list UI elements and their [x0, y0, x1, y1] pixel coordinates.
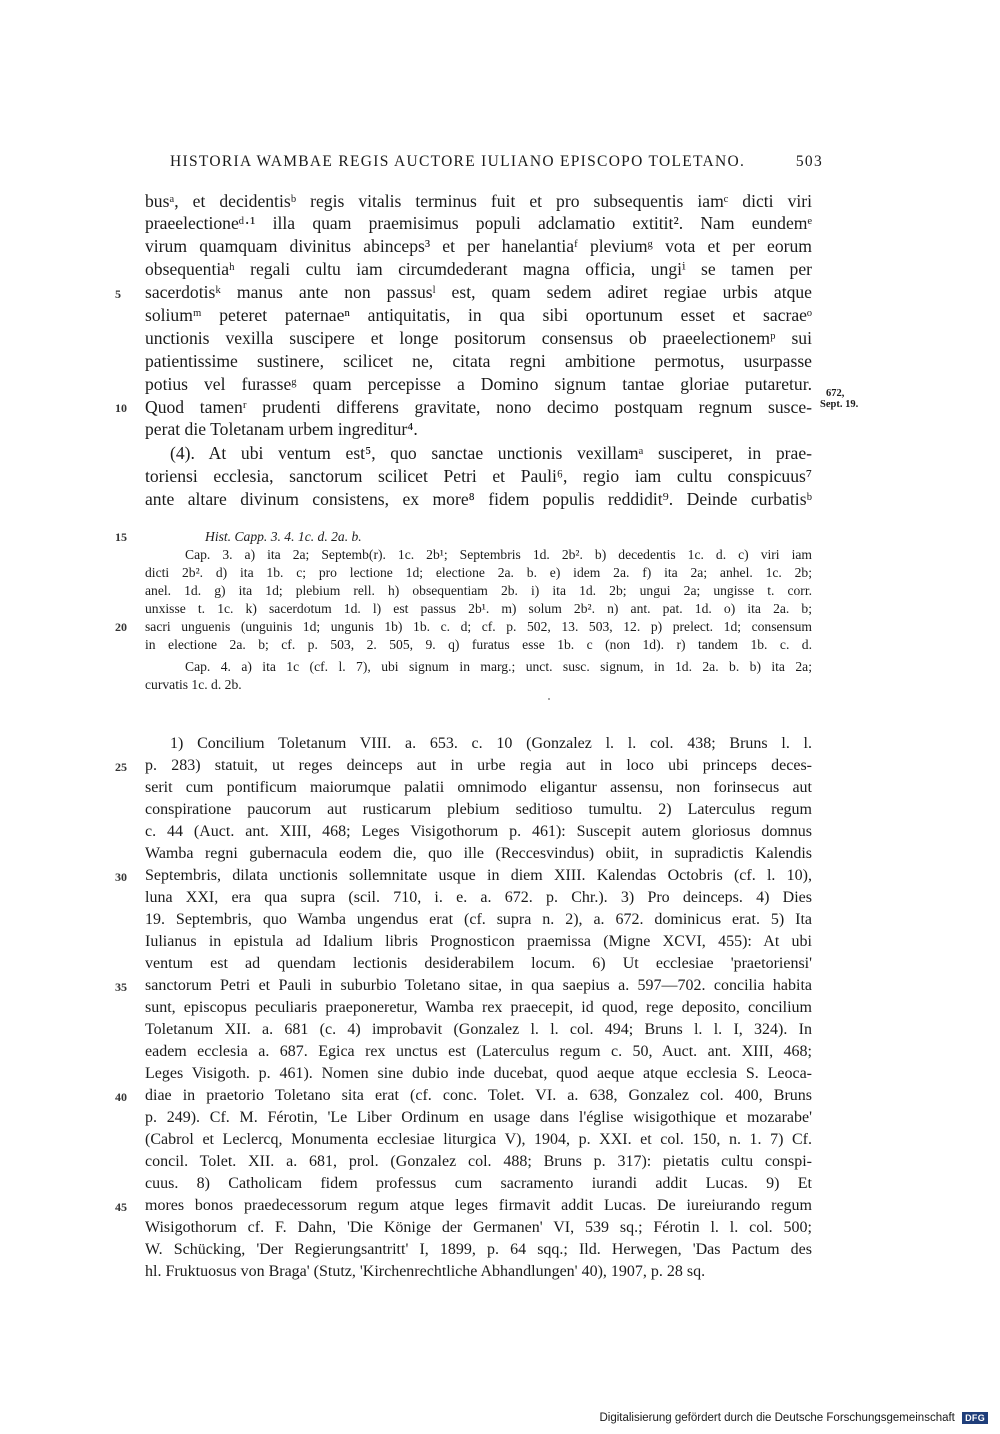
text-line: soliumᵐ peteret paternaeⁿ antiquitatis, in qua sibi oportunum esset et sacraeᵒ — [145, 305, 812, 325]
footnote-line: p. 283) statuit, ut reges deinceps aut in urbe regia aut in loco ubi princeps deces- — [145, 757, 812, 774]
line-number: 45 — [115, 1200, 127, 1214]
apparatus-line: Cap. 3. a) ita 2a; Septemb(r). 1c. 2b¹; Septembris 1d. 2b². b) decedentis 1c. d. c) viri iam — [185, 547, 812, 562]
footer-text: Digitalisierung gefördert durch die Deutsche Forschungsgemeinschaft — [599, 1412, 955, 1425]
running-header — [170, 153, 823, 171]
text-line: unctionis vexilla suscipere et longe positorum consensus ob praeelectionemᵖ sui — [145, 328, 812, 348]
apparatus-line: unxisse t. 1c. k) sacerdotum 1d. l) est passus 2b¹. m) solum 2b². n) ant. pat. 1d. o) ita 2a. b; — [145, 601, 812, 616]
line-number: 40 — [115, 1090, 127, 1104]
line-number: 25 — [115, 760, 127, 774]
footnote-line: luna XXI, era qua supra (scil. 710, i. e. a. 672. p. Chr.). 3) Pro deinceps. 4) Dies — [145, 889, 812, 906]
line-number: 15 — [115, 530, 127, 544]
text-line: ante altare divinum consistens, ex more⁸ fidem populis reddidit⁹. Deinde curbatisᵇ — [145, 489, 812, 509]
footnote-line: c. 44 (Auct. ant. XIII, 468; Leges Visigothorum p. 461): Suscepit autem gloriosus domnus — [145, 823, 812, 840]
text-line: virum quamquam divinitus abinceps³ et per hanelantiaᶠ pleviumᵍ vota et per eorum — [145, 236, 812, 256]
footnote-line: 1) Concilium Toletanum VIII. a. 653. c. 10 (Gonzalez l. l. col. 438; Bruns l. l. — [170, 735, 812, 752]
apparatus-line: Hist. Capp. 3. 4. 1c. d. 2a. b. — [205, 529, 362, 544]
line-number: 10 — [115, 401, 127, 415]
digitization-footer — [599, 1412, 988, 1424]
footnote-line: concil. Tolet. XII. a. 681, prol. (Gonzalez col. 488; Bruns p. 317): pietatis cultu conspi- — [145, 1153, 812, 1170]
line-number: 20 — [115, 620, 127, 634]
text-line: toriensi ecclesia, sanctorum scilicet Petri et Pauli⁶, regio iam cultu conspicuus⁷ — [145, 466, 812, 486]
footnote-line: eadem ecclesia a. 687. Egica rex unctus est (Laterculus regum c. 50, Auct. ant. XIII, 468; — [145, 1043, 812, 1060]
text-line: Quod tamenʳ prudenti differens gravitate, nono decimo postquam regnum susce- — [145, 397, 812, 417]
footnote-line: Septembris, dilata unctionis sollemnitate usque in diem XIII. Kalendas Octobris (cf. l. 10), — [145, 867, 812, 884]
apparatus-line: curvatis 1c. d. 2b. — [145, 677, 242, 692]
apparatus-line: dicti 2b². d) ita 1b. c; pro lectione 1d; electione 2a. b. e) idem 2a. f) ita 2a; anhel. 1c. 2b; — [145, 565, 812, 580]
dfg-logo: DFG — [962, 1412, 988, 1424]
text-line: praeelectioneᵈ·¹ illa quam praemisimus populi adclamatio extitit². Nam eundemᵉ — [145, 213, 812, 233]
text-line: busᵃ, et decidentisᵇ regis vitalis terminus fuit et pro subsequentis iamᶜ dicti viri — [145, 191, 812, 211]
footnote-line: (Cabrol et Leclercq, Monumenta ecclesiae liturgica V), 1904, p. XXI. et col. 150, n. 1. 7) Cf. — [145, 1131, 812, 1148]
text-line: patientissime sustinere, scilicet ne, citata regni ambitione permotus, usurpasse — [145, 351, 812, 371]
footnote-line: sanctorum Petri et Pauli in suburbio Toletano sitae, in qua saepius a. 597—702. concilia habita — [145, 977, 812, 994]
apparatus-line: in electione 2a. b; cf. p. 503, 2. 505, 9. q) furatus esse 1b. c (non 1d). r) tandem 1b. c. d. — [145, 637, 812, 652]
text-line: sacerdotisᵏ manus ante non passusˡ est, quam sedem adiret regiae urbis atque — [145, 282, 812, 302]
running-title: HISTORIA WAMBAE REGIS AUCTORE IULIANO EPISCOPO TOLETANO. — [170, 153, 746, 170]
footnote-line: Toletanum XII. a. 681 (c. 4) improbavit (Gonzalez l. l. col. 494; Bruns l. l. I, 324). In — [145, 1021, 812, 1038]
page-number: 503 — [795, 153, 823, 170]
footnote-line: p. 249). Cf. M. Férotin, 'Le Liber Ordinum en usage dans l'église wisigothique et mozarabe' — [145, 1109, 812, 1126]
footnote-line: Wisigothorum cf. F. Dahn, 'Die Könige der Germanen' VI, 539 sq.; Férotin l. l. col. 500; — [145, 1219, 812, 1236]
footnote-line: Wamba regni gubernacula eodem die, quo ille (Reccesvindus) obiit, in supradictis Kalendis — [145, 845, 812, 862]
apparatus-line: Cap. 4. a) ita 1c (cf. l. 7), ubi signum in marg.; unct. susc. signum, in 1d. 2a. b. b) ita 2a; — [185, 659, 812, 674]
footnote-line: Leges Visigoth. p. 461). Nomen sine dubio inde ducebat, quod aeque atque ecclesia S. Leoca- — [145, 1065, 812, 1082]
margin-date: Sept. 19. — [820, 399, 859, 410]
footnote-line: conspiratione paucorum aut rusticarum plebium seditioso tumultu. 2) Laterculus regum — [145, 801, 812, 818]
footnote-line: 19. Septembris, quo Wamba ungendus erat (cf. supra n. 2), a. 672. dominicus erat. 5) Ita — [145, 911, 812, 928]
footnote-line: Iulianus in epistula ad Idalium libris Prognosticon praemissa (Migne XCVI, 455): At ubi — [145, 933, 812, 950]
line-number: 5 — [115, 287, 121, 301]
line-number: 30 — [115, 870, 127, 884]
footnote-line: sunt, episcopus peculiaris praeponeretur, Wamba rex praecepit, id quod, rege deposito, concilium — [145, 999, 812, 1016]
text-line: potius vel furasseᵍ quam percepisse a Domino signum tantae gloriae putaretur. — [145, 374, 812, 394]
footnote-line: hl. Fruktuosus von Braga' (Stutz, 'Kirchenrechtliche Abhandlungen' 40), 1907, p. 28 sq. — [145, 1263, 706, 1280]
line-number: 35 — [115, 980, 127, 994]
margin-date-note — [820, 388, 858, 410]
stray-mark — [548, 698, 550, 700]
apparatus-line: sacri unguenis (unguinis 1d; ungunis 1b) 1b. c. d; cf. p. 502, 13. 503, 12. p) prelect. 1d; consensum — [145, 619, 812, 634]
text-line: perat die Toletanam urbem ingreditur⁴. — [145, 419, 418, 439]
footnote-line: ventum est ad quendam lectionis desiderabilem locum. 6) Ut ecclesiae 'praetoriensi' — [145, 955, 812, 972]
apparatus-line: anel. 1d. g) ita 1d; plebium rell. h) obsequentiam 2b. i) ita 1d. 2b; ungui 2a; ungisse t. corr. — [145, 583, 812, 598]
footnote-line: cuus. 8) Catholicam fidem professus cum sacramento iurandi addit Lucas. 9) Et — [145, 1175, 812, 1192]
footnote-line: serit cum pontificum maiorumque palatii omnimodo eligantur assensu, non forinsecus aut — [145, 779, 812, 796]
margin-year: 672, — [826, 388, 845, 399]
text-line: obsequentiaʰ regali cultu iam circumdederant magna officia, ungiⁱ se tamen per — [145, 259, 812, 279]
text-line: (4). At ubi ventum est⁵, quo sanctae unctionis vexillamᵃ susciperet, in prae- — [170, 443, 812, 463]
footnote-line: W. Schücking, 'Der Regierungsantritt' I, 1899, p. 64 sqq.; Ild. Herwegen, 'Das Pactum des — [145, 1241, 812, 1258]
footnote-line: mores bonos praedecessorum regum atque leges firmavit addit Lucas. De iureiurando regum — [145, 1197, 812, 1214]
footnote-line: diae in praetorio Toletano sita erat (cf. conc. Tolet. VI. a. 638, Gonzalez col. 400, Bruns — [145, 1087, 812, 1104]
